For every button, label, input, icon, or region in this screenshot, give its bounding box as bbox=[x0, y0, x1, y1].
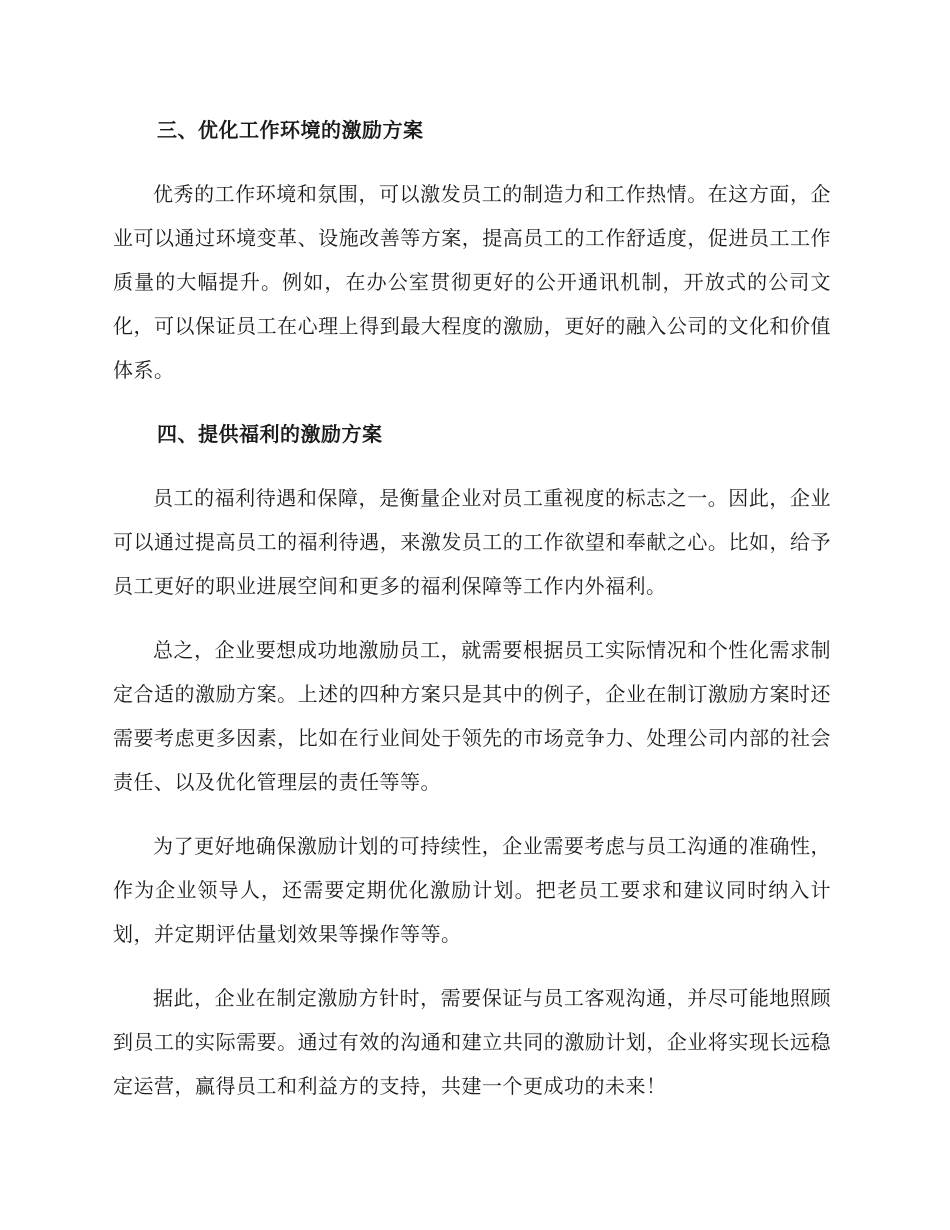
paragraph-benefits: 员工的福利待遇和保障，是衡量企业对员工重视度的标志之一。因此，企业可以通过提高员工的福利待遇，来激发员工的工作欲望和奉献之心。比如，给予员工更好的职业进展空间和更多的福利保障等工作内外福利。 bbox=[113, 486, 831, 598]
section-heading-benefits: 四、提供福利的激励方案 bbox=[157, 422, 383, 446]
paragraph-closing: 据此，企业在制定激励方针时，需要保证与员工客观沟通，并尽可能地照顾到员工的实际需要。通过有效的沟通和建立共同的激励计划，企业将实现长远稳定运营，赢得员工和利益方的支持，共建一个更成功的未来！ bbox=[113, 986, 831, 1098]
paragraph-environment: 优秀的工作环境和氛围，可以激发员工的制造力和工作热情。在这方面，企业可以通过环境变革、设施改善等方案，提高员工的工作舒适度，促进员工工作质量的大幅提升。例如，在办公室贯彻更好的公开通讯机制，开放式的公司文化，可以保证员工在心理上得到最大程度的激励，更好的融入公司的文化和价值体系。 bbox=[113, 182, 831, 382]
document-body bbox=[113, 108, 831, 1128]
paragraph-sustainability: 为了更好地确保激励计划的可持续性，企业需要考虑与员工沟通的准确性，作为企业领导人，还需要定期优化激励计划。把老员工要求和建议同时纳入计划，并定期评估量划效果等操作等等。 bbox=[113, 834, 831, 946]
paragraph-summary: 总之，企业要想成功地激励员工，就需要根据员工实际情况和个性化需求制定合适的激励方案。上述的四种方案只是其中的例子，企业在制订激励方案时还需要考虑更多因素，比如在行业间处于领先的市场竞争力、处理公司内部的社会责任、以及优化管理层的责任等等。 bbox=[113, 638, 831, 794]
section-heading-environment: 三、优化工作环境的激励方案 bbox=[157, 118, 424, 142]
